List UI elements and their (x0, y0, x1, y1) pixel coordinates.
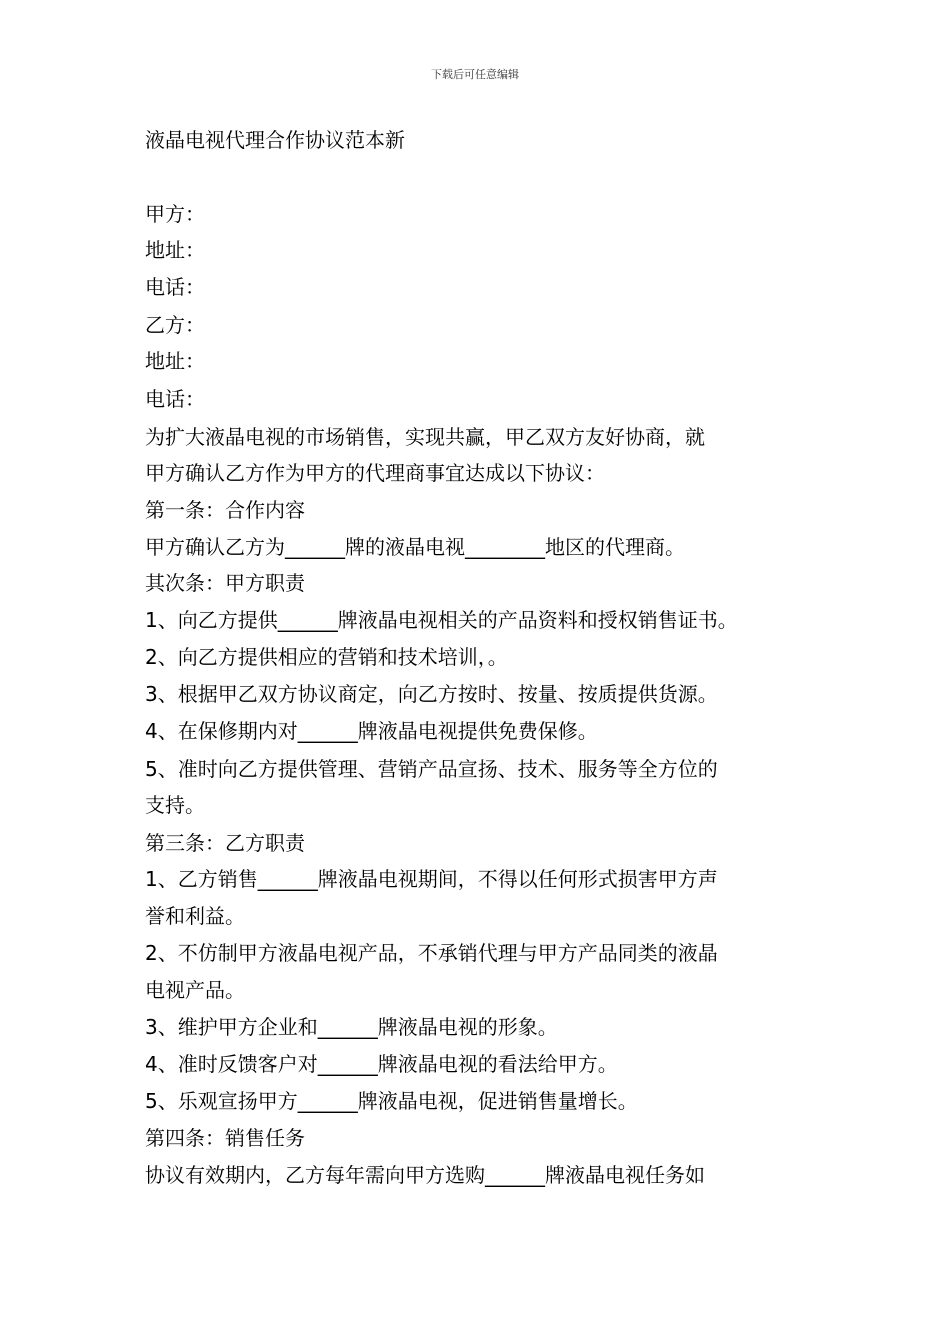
article-2-item-5-line-1: 5、准时向乙方提供管理、营销产品宣扬、技术、服务等全方位的 (145, 757, 718, 781)
article-2-item-4: 4、在保修期内对______牌液晶电视提供免费保修。 (145, 719, 598, 743)
preamble-line-1: 为扩大液晶电视的市场销售，实现共赢，甲乙双方友好协商，就 (145, 425, 705, 449)
article-3-item-1-line-2: 誉和利益。 (145, 904, 245, 928)
article-3-item-1-line-1: 1、乙方销售______牌液晶电视期间，不得以任何形式损害甲方声 (145, 867, 718, 891)
article-2-item-3: 3、根据甲乙双方协议商定，向乙方按时、按量、按质提供货源。 (145, 682, 718, 706)
article-3-item-5: 5、乐观宣扬甲方______牌液晶电视，促进销售量增长。 (145, 1089, 638, 1113)
article-2-item-2: 2、向乙方提供相应的营销和技术培训，。 (145, 645, 508, 669)
party-a-label: 甲方： (145, 202, 205, 226)
document-title: 液晶电视代理合作协议范本新 (145, 128, 405, 152)
party-a-address: 地址： (145, 238, 205, 262)
party-b-address: 地址： (145, 349, 205, 373)
article-2-heading: 其次条：甲方职责 (145, 571, 305, 595)
preamble-line-2: 甲方确认乙方作为甲方的代理商事宜达成以下协议： (145, 461, 605, 485)
party-b-label: 乙方： (145, 313, 205, 337)
party-a-phone: 电话： (145, 275, 205, 299)
article-3-item-2-line-1: 2、不仿制甲方液晶电视产品，不承销代理与甲方产品同类的液晶 (145, 941, 718, 965)
party-b-phone: 电话： (145, 387, 205, 411)
article-1-heading: 第一条：合作内容 (145, 498, 305, 522)
article-3-item-3: 3、维护甲方企业和______牌液晶电视的形象。 (145, 1015, 558, 1039)
page-header: 下载后可任意编辑 (431, 68, 519, 81)
article-3-heading: 第三条：乙方职责 (145, 831, 305, 855)
article-4-heading: 第四条：销售任务 (145, 1126, 305, 1150)
article-2-item-5-line-2: 支持。 (145, 793, 205, 817)
article-4-text: 协议有效期内，乙方每年需向甲方选购______牌液晶电视任务如 (145, 1163, 705, 1187)
article-3-item-2-line-2: 电视产品。 (145, 978, 245, 1002)
article-2-item-1: 1、向乙方提供______牌液晶电视相关的产品资料和授权销售证书。 (145, 608, 738, 632)
article-3-item-4: 4、准时反馈客户对______牌液晶电视的看法给甲方。 (145, 1052, 618, 1076)
article-1-text: 甲方确认乙方为______牌的液晶电视________地区的代理商。 (145, 535, 685, 559)
